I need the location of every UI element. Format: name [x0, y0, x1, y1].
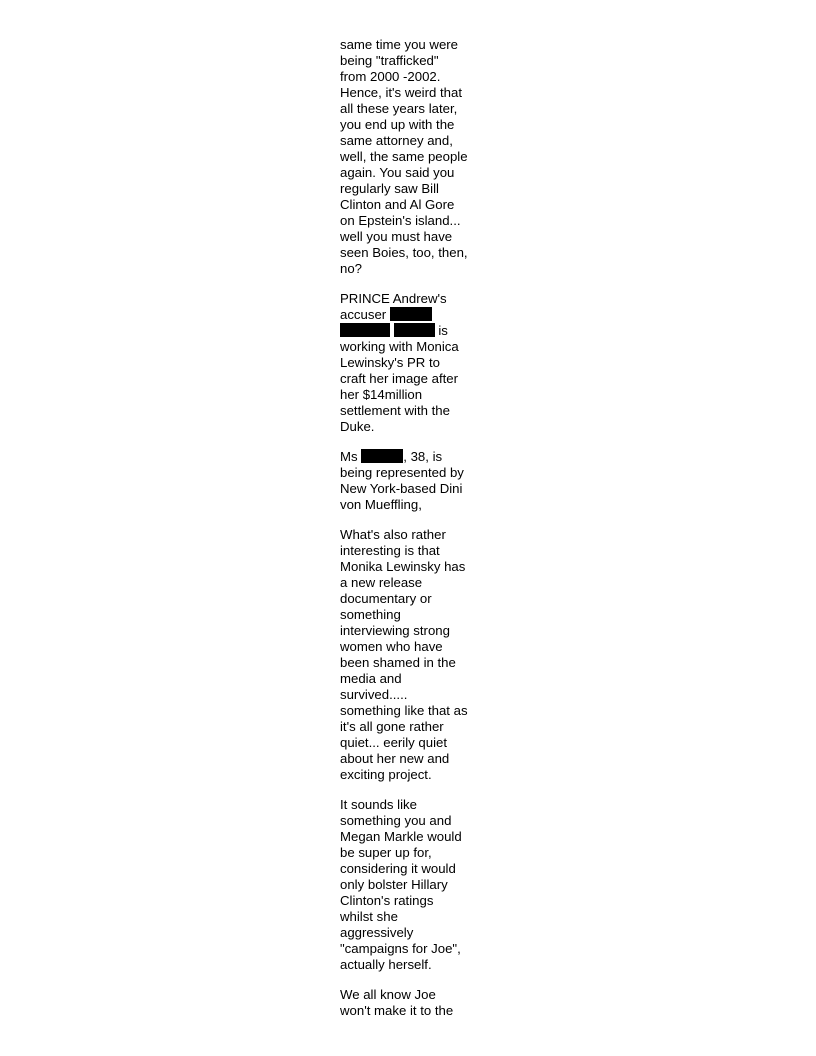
- text-line: interesting is that: [340, 543, 440, 558]
- text-line: interviewing strong: [340, 623, 450, 638]
- text-line: on Epstein's island...: [340, 213, 461, 228]
- text-line: craft her image after: [340, 371, 459, 386]
- text-line: survived.....: [340, 687, 408, 702]
- text-line: only bolster Hillary: [340, 877, 448, 892]
- paragraph: [340, 527, 490, 783]
- text-line: a new release: [340, 575, 423, 590]
- text-line: be super up for,: [340, 845, 432, 860]
- text-line: Clinton's ratings: [340, 893, 434, 908]
- text-line: documentary or: [340, 591, 432, 606]
- text-line: well, the same people: [340, 149, 468, 164]
- text-line: aggressively: [340, 925, 414, 940]
- text-line: Clinton and Al Gore: [340, 197, 455, 212]
- text-line: settlement with the: [340, 403, 450, 418]
- paragraph: [340, 449, 490, 513]
- text-line: whilst she: [340, 909, 398, 924]
- redaction-block: [390, 307, 432, 321]
- text-line: you end up with the: [340, 117, 455, 132]
- text-line: media and: [340, 671, 402, 686]
- text-line: New York-based Dini: [340, 481, 463, 496]
- text-line: same attorney and,: [340, 133, 453, 148]
- paragraph: [340, 987, 490, 1019]
- text-line: PRINCE Andrew's: [340, 291, 447, 306]
- text-line: same time you were: [340, 37, 458, 52]
- text-line: being represented by: [340, 465, 464, 480]
- text-line: exciting project.: [340, 767, 432, 782]
- text-line: about her new and: [340, 751, 450, 766]
- text-line: all these years later,: [340, 101, 458, 116]
- text-fragment: accuser: [340, 307, 390, 322]
- text-line: well you must have: [340, 229, 453, 244]
- text-line: from 2000 -2002.: [340, 69, 441, 84]
- paragraph: [340, 797, 490, 973]
- text-line: it's all gone rather: [340, 719, 444, 734]
- text-line: something like that as: [340, 703, 468, 718]
- document-body: [340, 37, 490, 1033]
- text-line: Lewinsky's PR to: [340, 355, 440, 370]
- text-line: actually herself.: [340, 957, 432, 972]
- text-fragment: Ms: [340, 449, 362, 464]
- text-line: It sounds like: [340, 797, 417, 812]
- text-line: von Mueffling,: [340, 497, 422, 512]
- text-line: working with Monica: [340, 339, 459, 354]
- text-line: What's also rather: [340, 527, 446, 542]
- text-line: [340, 307, 490, 323]
- text-line: regularly saw Bill: [340, 181, 439, 196]
- text-line: Hence, it's weird that: [340, 85, 462, 100]
- text-line: something you and: [340, 813, 452, 828]
- text-line: We all know Joe: [340, 987, 436, 1002]
- text-line: [340, 323, 490, 339]
- text-line: been shamed in the: [340, 655, 456, 670]
- redaction-block: [361, 449, 403, 463]
- redaction-block: [394, 323, 435, 337]
- text-line: seen Boies, too, then,: [340, 245, 468, 260]
- text-line: women who have: [340, 639, 443, 654]
- text-line: Monika Lewinsky has: [340, 559, 466, 574]
- text-fragment: , 38, is: [403, 449, 443, 464]
- text-line: her $14million: [340, 387, 423, 402]
- text-line: [340, 449, 490, 465]
- paragraph: [340, 37, 490, 277]
- paragraph: [340, 291, 490, 435]
- redaction-block: [340, 323, 390, 337]
- text-line: no?: [340, 261, 363, 276]
- text-line: Duke.: [340, 419, 375, 434]
- text-fragment: is: [434, 323, 448, 338]
- text-line: being "trafficked": [340, 53, 439, 68]
- text-line: "campaigns for Joe",: [340, 941, 461, 956]
- text-line: Megan Markle would: [340, 829, 462, 844]
- text-line: quiet... eerily quiet: [340, 735, 448, 750]
- text-line: won't make it to the: [340, 1003, 454, 1018]
- text-line: again. You said you: [340, 165, 455, 180]
- text-line: something: [340, 607, 401, 622]
- text-line: considering it would: [340, 861, 456, 876]
